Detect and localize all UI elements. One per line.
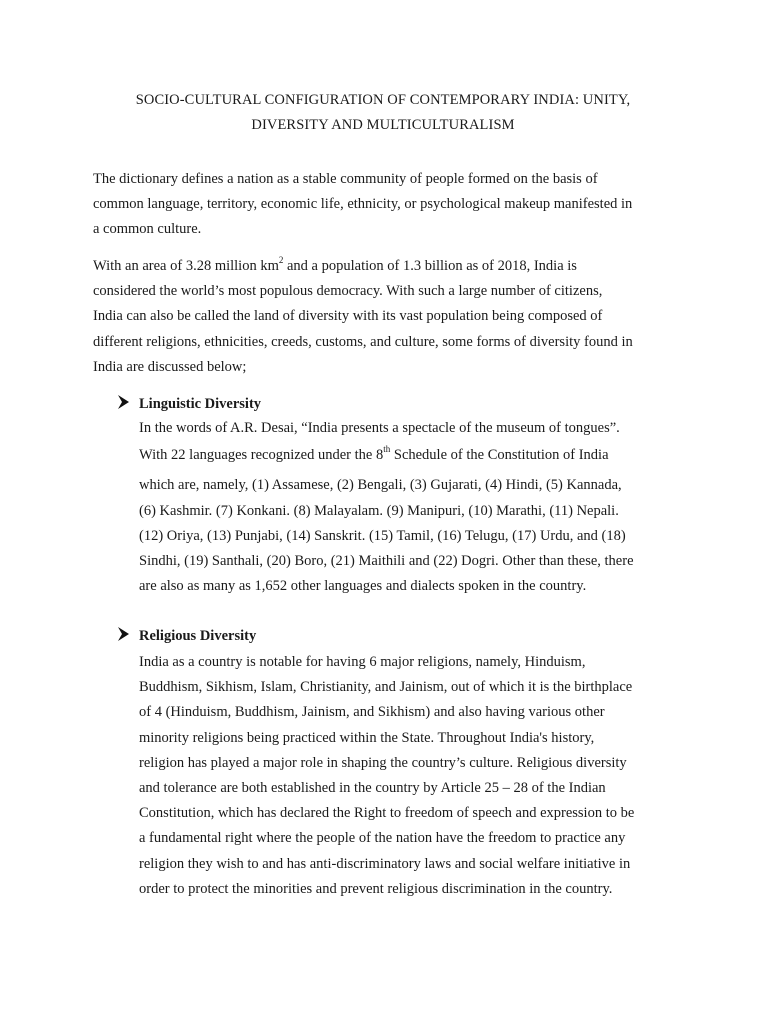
religious-heading: Religious Diversity	[139, 628, 257, 644]
religious-line: of 4 (Hinduism, Buddhism, Jainism, and Sikhism) and also having various other	[139, 704, 605, 721]
overview-paragraph	[93, 254, 683, 380]
linguistic-text-start: With 22 languages recognized under the 8	[139, 447, 384, 464]
linguistic-body	[139, 416, 634, 599]
religious-line: a fundamental right where the people of the nation have the freedom to practice any	[139, 830, 626, 847]
linguistic-line: In the words of A.R. Desai, “India presents a spectacle of the museum of tongues”.	[139, 420, 620, 436]
religious-line: minority religions being practiced within the State. Throughout India's history,	[139, 729, 595, 746]
overview-line: India can also be called the land of diversity with its vast population being composed of	[93, 308, 603, 325]
overview-text-end: and a population of 1.3 billion as of 2018, India is	[283, 258, 577, 274]
religious-body	[139, 650, 634, 902]
religious-diversity-section	[117, 624, 687, 897]
linguistic-line: Sindhi, (19) Santhali, (20) Boro, (21) Maithili and (22) Dogri. Other than these, there	[139, 553, 634, 570]
linguistic-text-end: Schedule of the Constitution of India	[390, 447, 609, 464]
document-title	[93, 88, 673, 138]
overview-line: considered the world’s most populous democracy. With such a large number of citizens,	[93, 283, 603, 300]
religious-line: Constitution, which has declared the Right to freedom of speech and expression to be	[139, 805, 635, 822]
overview-text-start: With an area of 3.28 million km	[93, 258, 279, 274]
superscript-th: th	[383, 444, 391, 455]
overview-line: India are discussed below;	[93, 358, 247, 375]
linguistic-line: (12) Oriya, (13) Punjabi, (14) Sanskrit. (15) Tamil, (16) Telugu, (17) Urdu, and (18)	[139, 527, 626, 544]
overview-line	[93, 254, 683, 279]
superscript-two: 2	[278, 255, 284, 265]
linguistic-line: which are, namely, (1) Assamese, (2) Bengali, (3) Gujarati, (4) Hindi, (5) Kannada,	[139, 477, 622, 494]
religious-line: Buddhism, Sikhism, Islam, Christianity, and Jainism, out of which it is the birthplace	[139, 679, 633, 696]
title-line-1: SOCIO-CULTURAL CONFIGURATION OF CONTEMPORARY INDIA: UNITY,	[135, 92, 631, 108]
linguistic-diversity-section	[117, 392, 687, 595]
arrow-bullet-icon	[117, 394, 131, 410]
religious-line: religion has played a major role in shaping the country’s culture. Religious diversity	[139, 754, 627, 771]
linguistic-line	[139, 443, 634, 468]
intro-line: a common culture.	[93, 221, 202, 238]
arrow-bullet-icon	[117, 626, 131, 642]
religious-line: and tolerance are both established in the country by Article 25 – 28 of the Indian	[139, 780, 606, 797]
linguistic-line: (6) Kashmir. (7) Konkani. (8) Malayalam. (9) Manipuri, (10) Marathi, (11) Nepali.	[139, 502, 619, 519]
linguistic-line: are also as many as 1,652 other languages and dialects spoken in the country.	[139, 578, 587, 595]
title-line-2: DIVERSITY AND MULTICULTURALISM	[251, 117, 515, 133]
overview-line: different religions, ethnicities, creeds, customs, and culture, some forms of diversity found in	[93, 333, 633, 350]
intro-line: common language, territory, economic life, ethnicity, or psychological makeup manifested in	[93, 196, 633, 213]
intro-line: The dictionary defines a nation as a stable community of people formed on the basis of	[93, 171, 598, 187]
religious-line: order to protect the minorities and prevent religious discrimination in the country.	[139, 880, 613, 897]
religious-line: India as a country is notable for having 6 major religions, namely, Hinduism,	[139, 654, 586, 670]
religious-line: religion they wish to and has anti-discriminatory laws and social welfare initiative in	[139, 855, 631, 872]
intro-paragraph	[93, 167, 683, 243]
linguistic-heading: Linguistic Diversity	[139, 396, 262, 412]
